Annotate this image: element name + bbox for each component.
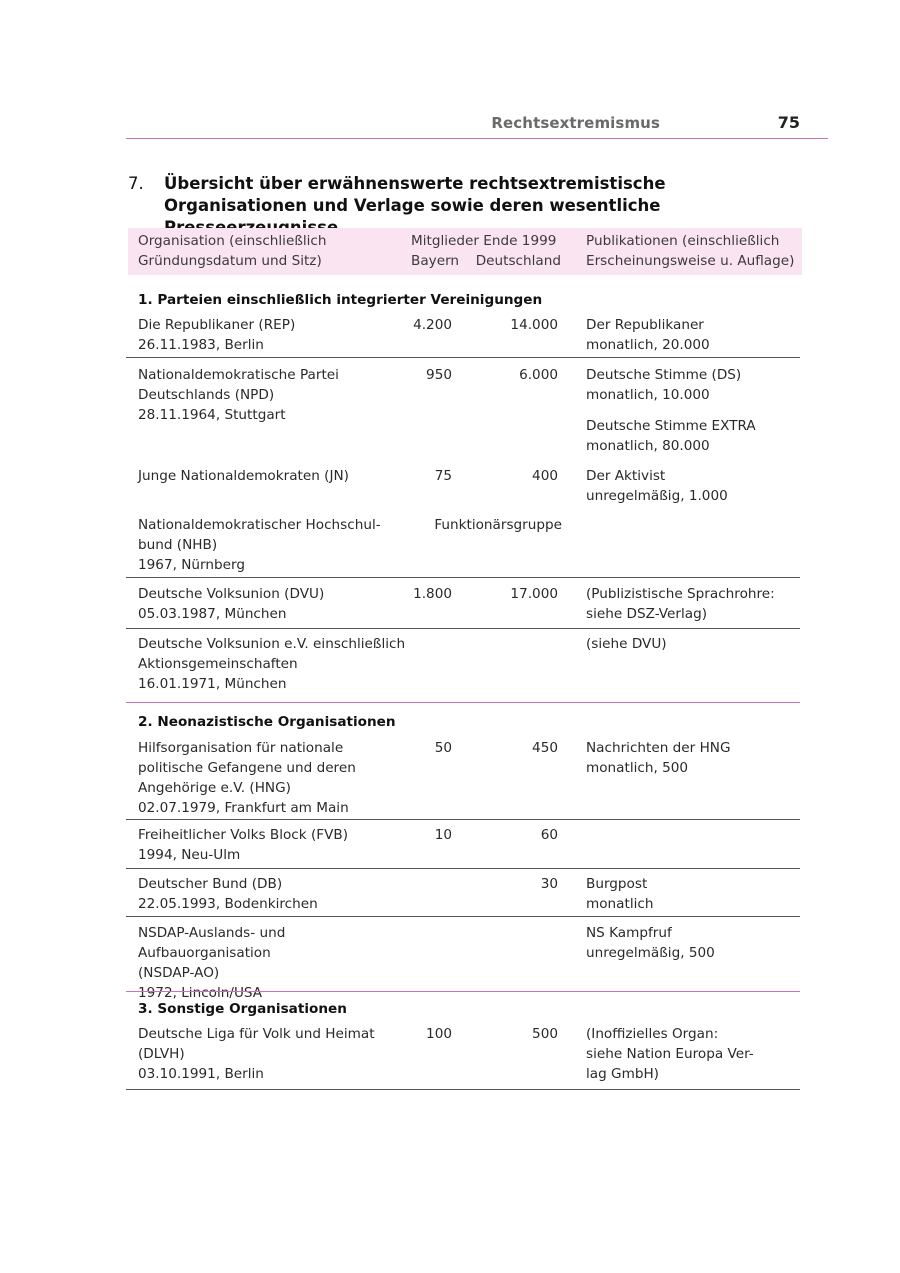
table-bottom-rule: [126, 1089, 800, 1090]
group-divider: [126, 702, 800, 703]
table-row-org: Nationaldemokratischer Hochschul- bund (NHB) 1967, Nürnberg: [138, 517, 381, 573]
table-row-publication: (Inoffizielles Organ: siehe Nation Europa Ver- lag GmbH): [586, 1026, 754, 1082]
section-number: 7.: [128, 174, 144, 193]
group-title-parteien: 1. Parteien einschließlich integrierter Vereinigungen: [138, 292, 543, 308]
table-row-org: Deutsche Volksunion e.V. einschließlich Aktionsgemeinschaften 16.01.1971, München: [138, 636, 406, 692]
column-header-bayern: Bayern: [411, 253, 460, 269]
table-row-org: Die Republikaner (REP) 26.11.1983, Berlin: [138, 317, 296, 353]
group-divider: [126, 991, 800, 992]
table-row-publication: Deutsche Stimme (DS) monatlich, 10.000: [586, 367, 742, 403]
table-row-publication: (Publizistische Sprachrohre: siehe DSZ-Verlag): [586, 586, 775, 622]
header-rule: [126, 138, 828, 139]
row-divider: [126, 357, 800, 358]
table-row-org: Hilfsorganisation für nationale politische Gefangene und deren Angehörige e.V. (HNG) 02.07.1979, Frankfurt am Main: [138, 740, 356, 816]
table-row-deutschland: 400: [532, 468, 558, 484]
table-row-deutschland: 30: [540, 876, 558, 892]
table-row-publication: NS Kampfruf unregelmäßig, 500: [586, 925, 715, 961]
table-row-org: Deutscher Bund (DB) 22.05.1993, Bodenkirchen: [138, 876, 318, 912]
table-row-bayern: 100: [426, 1026, 452, 1042]
table-row-bayern: 50: [434, 740, 452, 756]
table-row-org: Nationaldemokratische Partei Deutschlands (NPD) 28.11.1964, Stuttgart: [138, 367, 339, 423]
column-header-organisation: Organisation (einschließlich Gründungsdatum und Sitz): [138, 233, 327, 269]
table-row-bayern: 1.800: [413, 586, 452, 602]
table-row-publication: Der Republikaner monatlich, 20.000: [586, 317, 710, 353]
table-row-deutschland: 6.000: [519, 367, 558, 383]
table-row-bayern: 4.200: [413, 317, 452, 333]
table-row-org: NSDAP-Auslands- und Aufbauorganisation (NSDAP-AO) 1972, Lincoln/USA: [138, 925, 286, 1001]
table-row-deutschland: 14.000: [510, 317, 558, 333]
table-row-bayern: 950: [426, 367, 452, 383]
table-row-publication: (siehe DVU): [586, 636, 667, 652]
table-row-deutschland: 450: [532, 740, 558, 756]
row-divider: [126, 868, 800, 869]
table-row-org: Junge Nationaldemokraten (JN): [138, 468, 349, 484]
table-row-org: Freiheitlicher Volks Block (FVB) 1994, Neu-Ulm: [138, 827, 349, 863]
section-title: Übersicht über erwähnenswerte rechtsextremistische Organisationen und Verlage sowie deren wesentliche: [164, 174, 666, 215]
table-row-org: Deutsche Volksunion (DVU) 05.03.1987, München: [138, 586, 325, 622]
column-header-members: Mitglieder Ende 1999: [411, 233, 557, 249]
table-row-org: Deutsche Liga für Volk und Heimat (DLVH) 03.10.1991, Berlin: [138, 1026, 375, 1082]
row-divider: [126, 628, 800, 629]
running-title: Rechtsextremismus: [491, 114, 660, 132]
column-header-deutschland: Deutschland: [475, 253, 561, 269]
row-divider: [126, 819, 800, 820]
group-title-neonazistisch: 2. Neonazistische Organisationen: [138, 714, 396, 730]
table-row-publication-extra: Deutsche Stimme EXTRA monatlich, 80.000: [586, 418, 756, 454]
table-row-bayern: 10: [434, 827, 452, 843]
table-row-publication: Der Aktivist unregelmäßig, 1.000: [586, 468, 728, 504]
table-row-publication: Burgpost monatlich: [586, 876, 654, 912]
row-divider: [126, 916, 800, 917]
group-title-sonstige: 3. Sonstige Organisationen: [138, 1001, 347, 1017]
table-header: [128, 228, 802, 275]
row-divider: [126, 577, 800, 578]
column-header-publications: Publikationen (einschließlich Erscheinungsweise u. Auflage): [586, 233, 795, 269]
table-row-publication: Nachrichten der HNG monatlich, 500: [586, 740, 731, 776]
table-row-deutschland: 500: [532, 1026, 558, 1042]
page-header: [126, 112, 800, 138]
table-row-deutschland: 17.000: [510, 586, 558, 602]
table-row-bayern: 75: [434, 468, 452, 484]
page-number: 75: [777, 113, 800, 132]
table-row-members-note: Funktionärsgruppe: [434, 517, 562, 533]
table-row-deutschland: 60: [540, 827, 558, 843]
